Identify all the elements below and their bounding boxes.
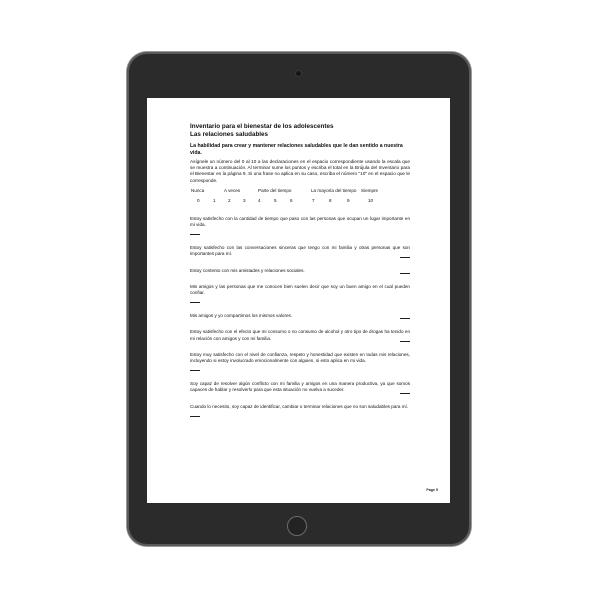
scale-number: 7: [312, 197, 315, 203]
scale-number: 5: [274, 197, 277, 203]
answer-blank[interactable]: [400, 387, 410, 394]
document-screen[interactable]: [147, 98, 450, 503]
document-title: [190, 123, 410, 139]
answer-blank[interactable]: [190, 296, 200, 303]
statement-text: Mis amigos y yo compartimos los mismos valores.: [190, 313, 293, 319]
statement-text: Estoy contento con mis amistades y relaciones sociales.: [190, 267, 305, 273]
document-page: [190, 123, 410, 417]
scale-number: 6: [290, 197, 293, 203]
statement-text: Soy capaz de resolver algún conflicto con mi familia y amigos en una manera productiva, ya que somos capaces de hablar y resolverlo para que esta situación no vuelva a suceder.: [190, 381, 410, 393]
statement-item: [190, 216, 410, 235]
scale-label: A veces: [224, 187, 241, 193]
scale-number: 3: [243, 197, 246, 203]
answer-blank[interactable]: [400, 267, 410, 274]
camera-icon: [295, 70, 302, 77]
home-button[interactable]: [287, 516, 307, 536]
scale-labels: [190, 188, 410, 196]
scale-number: 2: [228, 197, 231, 203]
scale-number: 1: [213, 197, 216, 203]
document-subtitle: La habilidad para crear y mantener relaciones saludables que le dan sentido a nuestra vida.: [190, 143, 403, 156]
statement-text: Estoy satisfecho con el efecto que mi consumo o no consumo de alcohol y otro tipo de drogas ha tenido en mi relación con amigos y con mi familia.: [190, 329, 410, 341]
scale-number: 9: [347, 197, 350, 203]
statement-item: [190, 404, 410, 417]
answer-blank[interactable]: [190, 364, 200, 371]
statement-item: [190, 284, 410, 303]
scale-label: La mayoría del tiempo: [311, 187, 357, 193]
scale-label: Nunca: [191, 187, 205, 193]
statement-text: Cuando lo necesito, soy capaz de identificar, cambiar o terminar relaciones que no son saludables para mí.: [190, 403, 409, 409]
answer-blank[interactable]: [400, 251, 410, 258]
scale-label: Parte del tiempo: [258, 187, 292, 193]
answer-blank[interactable]: [190, 228, 200, 235]
answer-blank[interactable]: [400, 335, 410, 342]
statement-text: Estoy satisfecho con las conversaciones sinceras que tengo con mi familia y otras personas que son importantes para mí.: [190, 245, 410, 257]
page-number: Page 5: [426, 488, 438, 492]
statement-item: [190, 381, 410, 393]
statement-item: [190, 313, 410, 319]
scale-number: 4: [258, 197, 261, 203]
instructions-paragraph: Asígnele un número del 0 al 10 a las declaraciones en el espacio correspondiente usando la escala que se muestra a continuación. Al terminar sume los puntos y escriba el total en la Brújula del Inventario para el Bienestar en la página 9. Si una frase no aplica en su caso, escriba el número "10" en el espacio que le corresponde.: [190, 159, 410, 183]
statement-text: Estoy satisfecho con la cantidad de tiempo que paso con las personas que ocupan un lugar importante en mi vida.: [190, 215, 410, 228]
statement-item: [190, 352, 410, 371]
statement-item: [190, 245, 410, 257]
scale-numbers: [190, 198, 410, 206]
scale-label: Siempre: [361, 187, 379, 193]
scale-number: 8: [329, 197, 332, 203]
scale-number: 0: [197, 197, 200, 203]
statement-text: Estoy muy satisfecho con el nivel de confianza, respeto y honestidad que existen en todas mis relaciones, incluyendo si estoy involucrado emocionalmente con alguien, si esto aplica en mi vida.: [190, 351, 410, 364]
statement-text: Mis amigos y las personas que me conocen bien suelen decir que soy un buen amigo en el cual pueden confiar.: [190, 283, 410, 296]
tablet-device: [127, 52, 471, 546]
statement-item: [190, 329, 410, 341]
answer-blank[interactable]: [190, 410, 200, 417]
title-line-2: Las relaciones saludables: [190, 131, 269, 138]
scale-number: 10: [368, 197, 374, 203]
title-line-1: Inventario para el bienestar de los adolescentes: [190, 123, 334, 130]
answer-blank[interactable]: [400, 312, 410, 319]
statement-item: [190, 268, 410, 274]
